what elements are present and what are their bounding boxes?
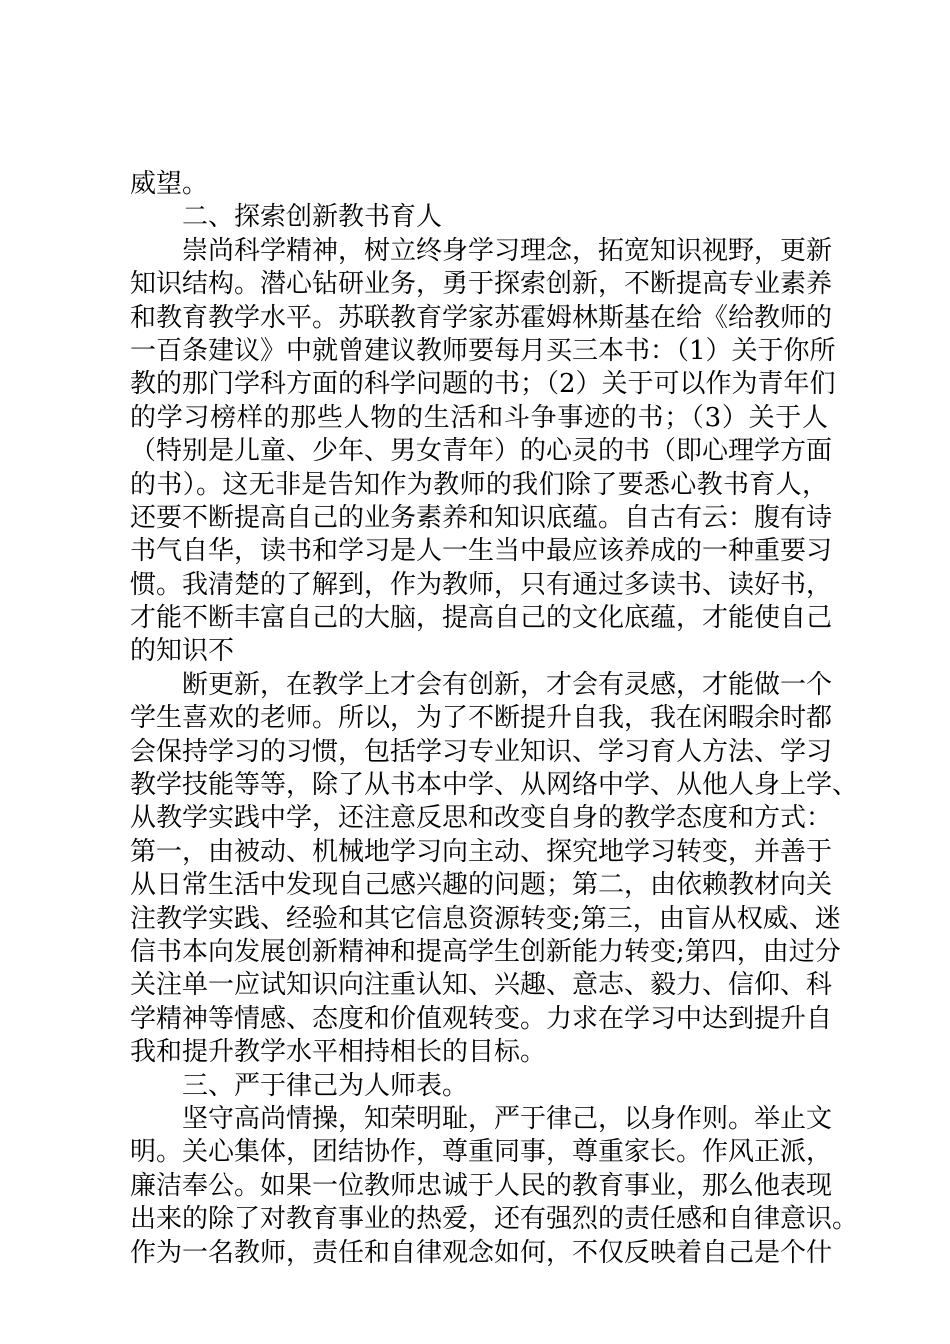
text-line: 出来的除了对教育事业的热爱，还有强烈的责任感和自律意识。 [130,1204,859,1235]
text-line: 坚守高尚情操，知荣明耻，严于律己，以身作则。举止文 [182,1103,833,1134]
text-line: 教学技能等等，除了从书本中学、从网络中学、从他人身上学、 [130,770,859,801]
text-line: 明。关心集体，团结协作，尊重同事，尊重家长。作风正派， [130,1137,833,1168]
document-body [130,168,859,1270]
text-line: 学精神等情感、态度和价值观转变。力求在学习中达到提升自 [130,1003,833,1034]
text-line: 一百条建议》中就曾建议教师要每月买三本书：（1）关于你所 [130,335,836,366]
text-line: 学生喜欢的老师。所以，为了不断提升自我，我在闲暇余时都 [130,703,833,734]
text-line: 的知识不 [130,636,235,667]
text-line: 书气自华，读书和学习是人一生当中最应该养成的一种重要习 [130,536,833,567]
text-line: 二、探索创新教书育人 [182,202,443,233]
text-line: 廉洁奉公。如果一位教师忠诚于人民的教育事业，那么他表现 [130,1170,833,1201]
text-line: 我和提升教学水平相持相长的目标。 [130,1037,547,1068]
text-line: 威望。 [130,169,209,199]
text-line: 的书）。这无非是告知作为教师的我们除了要悉心教书育人， [130,469,828,500]
text-line: 教的那门学科方面的科学问题的书；（2）关于可以作为青年们 [130,369,836,400]
text-line: 注教学实践、经验和其它信息资源转变;第三，由盲从权威、迷 [130,903,841,934]
text-line: 崇尚科学精神，树立终身学习理念，拓宽知识视野，更新 [182,235,833,266]
text-line: 和教育教学水平。苏联教育学家苏霍姆林斯基在给《给教师的 [130,302,833,333]
text-line: 断更新，在教学上才会有创新，才会有灵感，才能做一个 [182,669,833,700]
text-line: 惯。我清楚的了解到，作为教师，只有通过多读书、读好书， [130,569,833,600]
text-line: 三、严于律己为人师表。 [182,1070,469,1101]
text-line: 会保持学习的习惯，包括学习专业知识、学习育人方法、学习 [130,736,833,767]
text-line: 从日常生活中发现自己感兴趣的问题；第二，由依赖教材向关 [130,870,833,901]
text-line: 作为一名教师，责任和自律观念如何，不仅反映着自己是个什 [130,1237,833,1268]
text-line: 知识结构。潜心钻研业务，勇于探索创新，不断提高专业素养 [130,269,833,300]
text-line: 第一，由被动、机械地学习向主动、探究地学习转变，并善于 [130,836,833,867]
text-line: 关注单一应试知识向注重认知、兴趣、意志、毅力、信仰、科 [130,970,833,1001]
text-line: 信书本向发展创新精神和提高学生创新能力转变;第四，由过分 [130,936,841,967]
text-line: 的学习榜样的那些人物的生活和斗争事迹的书；（3）关于人 [130,402,828,433]
text-line: 从教学实践中学，还注意反思和改变自身的教学态度和方式： [130,803,833,834]
text-line: 还要不断提高自己的业务素养和知识底蕴。自古有云：腹有诗 [130,502,833,533]
text-line: 才能不断丰富自己的大脑，提高自己的文化底蕴，才能使自己 [130,603,833,634]
text-line: （特别是儿童、少年、男女青年）的心灵的书（即心理学方面 [130,436,833,467]
